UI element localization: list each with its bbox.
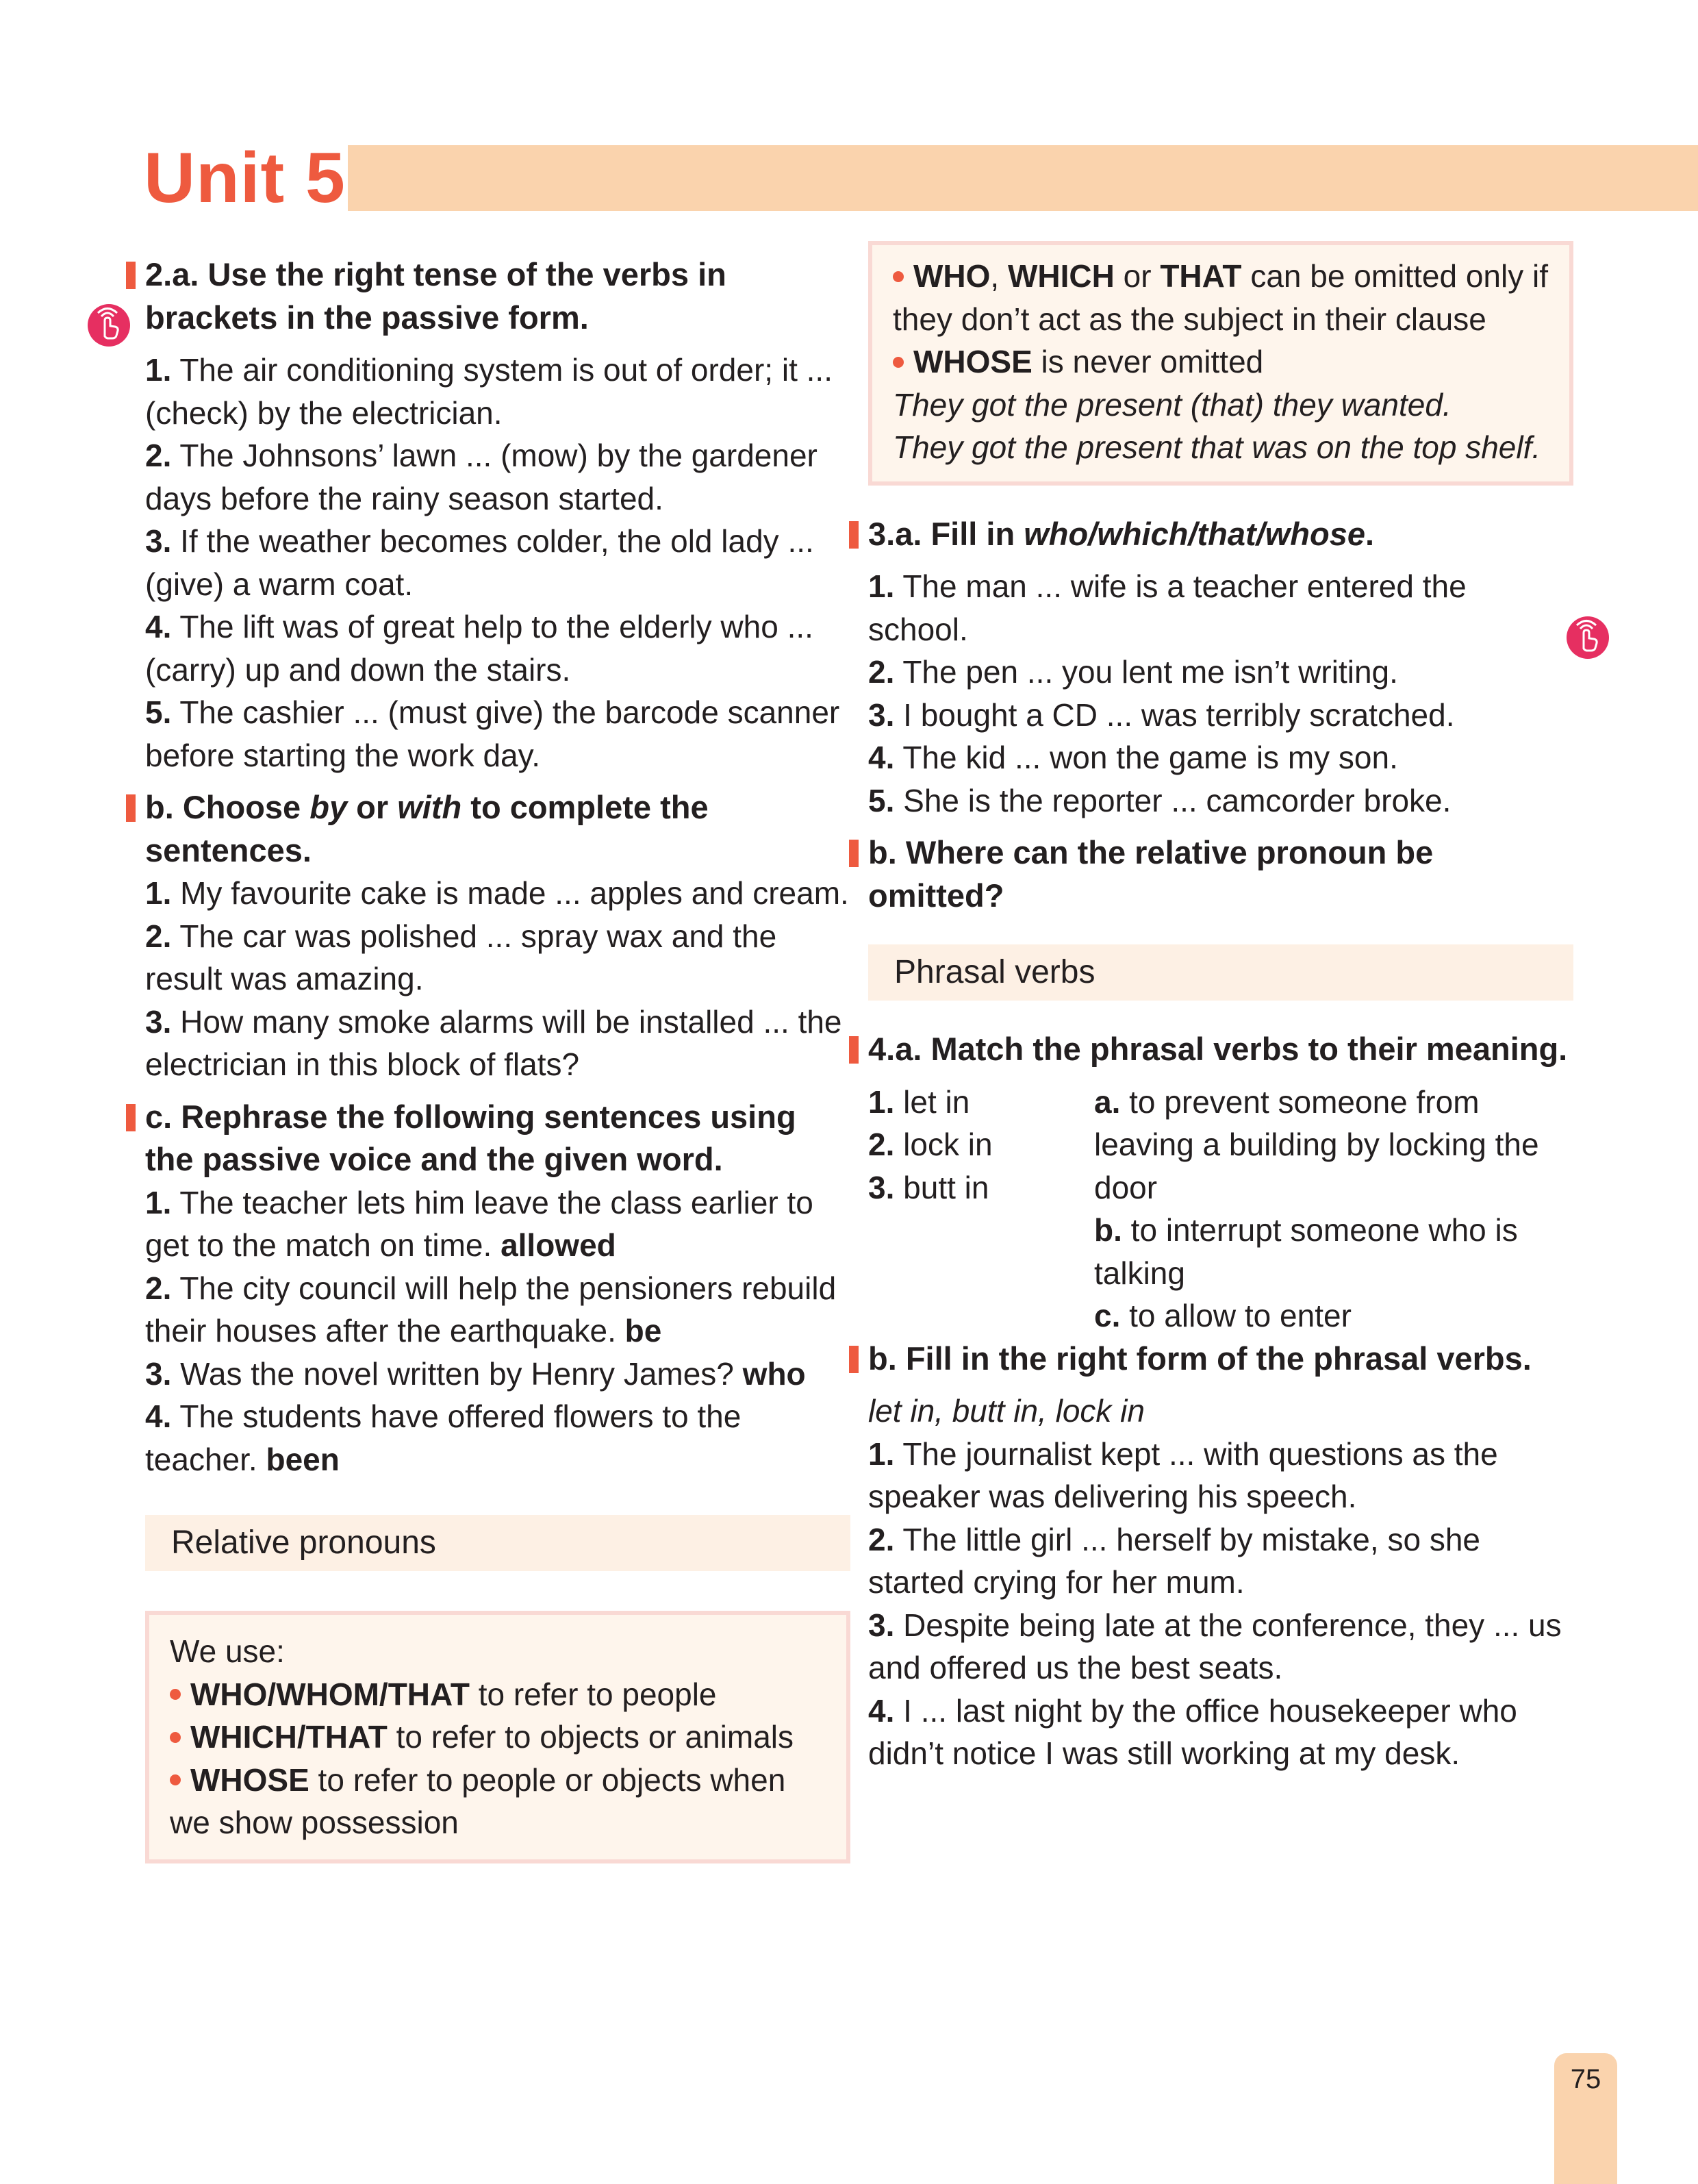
rule-bullet: WHICH/THAT to refer to objects or animals xyxy=(170,1716,830,1759)
heading-marker xyxy=(126,262,136,289)
exercise-item: 4. The students have offered flowers to the teacher. been xyxy=(145,1398,742,1477)
unit-title: Unit 5 xyxy=(144,138,346,218)
rule-bullet: WHO, WHICH or THAT can be omitted only if they don’t act as the subject in their clause xyxy=(893,258,1549,337)
section-title-relative-pronouns: Relative pronouns xyxy=(145,1515,850,1571)
meaning-item: c. to allow to enter xyxy=(1094,1298,1352,1333)
exercise-item: 3. How many smoke alarms will be installed ... the electrician in this block of flats? xyxy=(145,1003,842,1082)
exercise-item: 2. The city council will help the pensioners rebuild their houses after the earthquake. be xyxy=(145,1270,837,1348)
exercise-item: 2. The Johnsons’ lawn ... (mow) by the gardener days before the rainy season started. xyxy=(145,438,818,516)
rule-intro: We use: xyxy=(170,1633,285,1669)
exercise-item: 1. The teacher lets him leave the class earlier to get to the match on time. allowed xyxy=(145,1184,813,1263)
verb-column xyxy=(868,1081,1094,1338)
matching-table xyxy=(868,1081,1573,1338)
verb-item: 3. butt in xyxy=(868,1169,989,1205)
exercise-item: 2. The little girl ... herself by mistake, so she started crying for her mum. xyxy=(868,1521,1480,1600)
exercise-2a-heading: 2.a. Use the right tense of the verbs in brackets in the passive form. xyxy=(145,253,850,339)
rule-example: They got the present (that) they wanted. xyxy=(893,386,1452,423)
exercise-item: 1. My favourite cake is made ... apples and cream. xyxy=(145,875,849,911)
exercise-4b-heading: b. Fill in the right form of the phrasal verbs. xyxy=(868,1338,1573,1381)
rule-bullet: WHOSE to refer to people or objects when we show possession xyxy=(170,1761,786,1840)
exercise-4a-heading: 4.a. Match the phrasal verbs to their meaning. xyxy=(868,1028,1573,1071)
exercise-item: 3. I bought a CD ... was terribly scratched. xyxy=(868,696,1455,733)
exercise-2c-heading: c. Rephrase the following sentences using the passive voice and the given word. xyxy=(145,1096,850,1181)
bullet-dot xyxy=(170,1732,181,1743)
heading-marker xyxy=(849,1346,859,1373)
heading-marker xyxy=(849,840,859,867)
rule-example: They got the present that was on the top shelf. xyxy=(893,429,1541,465)
left-column xyxy=(145,253,850,1863)
rule-bullet: WHO/WHOM/THAT to refer to people xyxy=(170,1673,830,1716)
exercise-item: 2. The car was polished ... spray wax and the result was amazing. xyxy=(145,918,777,996)
relative-pronouns-rule-box xyxy=(145,1611,850,1863)
exercise-item: 1. The journalist kept ... with questions as the speaker was delivering his speech. xyxy=(868,1435,1498,1514)
bullet-dot xyxy=(170,1689,181,1700)
page-number: 75 xyxy=(1570,2064,1601,2094)
meaning-item: b. to interrupt someone who is talking xyxy=(1094,1212,1518,1291)
exercise-item: 4. The kid ... won the game is my son. xyxy=(868,740,1398,775)
exercise-3b-heading: b. Where can the relative pronoun be omitted? xyxy=(868,831,1573,917)
exercise-item: 5. The cashier ... (must give) the barcode scanner before starting the work day. xyxy=(145,694,840,773)
heading-marker xyxy=(126,1104,136,1131)
meaning-item: a. to prevent someone from leaving a building by locking the door xyxy=(1094,1083,1539,1205)
exercise-item: 4. The lift was of great help to the elderly who ... (carry) up and down the stairs. xyxy=(145,609,813,688)
exercise-2b-heading: b. Choose by or with to complete the sentences. xyxy=(145,786,850,872)
section-title-phrasal-verbs: Phrasal verbs xyxy=(868,944,1573,1001)
exercise-item: 2. The pen ... you lent me isn’t writing. xyxy=(868,654,1398,690)
exercise-item: 3. If the weather becomes colder, the old lady ... (give) a warm coat. xyxy=(145,523,814,602)
exercise-item: 3. Was the novel written by Henry James? who xyxy=(145,1355,806,1392)
omission-rule-box xyxy=(868,241,1573,486)
verb-item: 2. lock in xyxy=(868,1127,993,1162)
exercise-item: 4. I ... last night by the office housekeeper who didn’t notice I was still working at my desk. xyxy=(868,1692,1517,1771)
exercise-item: 5. She is the reporter ... camcorder broke. xyxy=(868,782,1452,818)
heading-marker xyxy=(849,521,859,549)
bullet-dot xyxy=(893,271,904,282)
exercise-item: 1. The man ... wife is a teacher entered the school. xyxy=(868,568,1467,647)
verb-item: 1. let in xyxy=(868,1083,970,1120)
heading-marker xyxy=(126,794,136,822)
bullet-dot xyxy=(170,1774,181,1785)
exercise-item: 1. The air conditioning system is out of order; it ... (check) by the electrician. xyxy=(145,352,833,431)
page-number-tab xyxy=(1554,2053,1617,2184)
word-list: let in, butt in, lock in xyxy=(868,1393,1145,1429)
pointer-hand-icon[interactable] xyxy=(88,304,130,347)
exercise-3a-heading: 3.a. Fill in who/which/that/whose. xyxy=(868,513,1573,556)
heading-marker xyxy=(849,1036,859,1064)
right-column xyxy=(868,241,1573,1775)
meaning-column xyxy=(1094,1081,1573,1338)
rule-bullet: WHOSE is never omitted xyxy=(893,340,1553,384)
unit-header-band xyxy=(348,145,1698,211)
exercise-item: 3. Despite being late at the conference, they ... us and offered us the best seats. xyxy=(868,1607,1562,1685)
bullet-dot xyxy=(893,357,904,368)
